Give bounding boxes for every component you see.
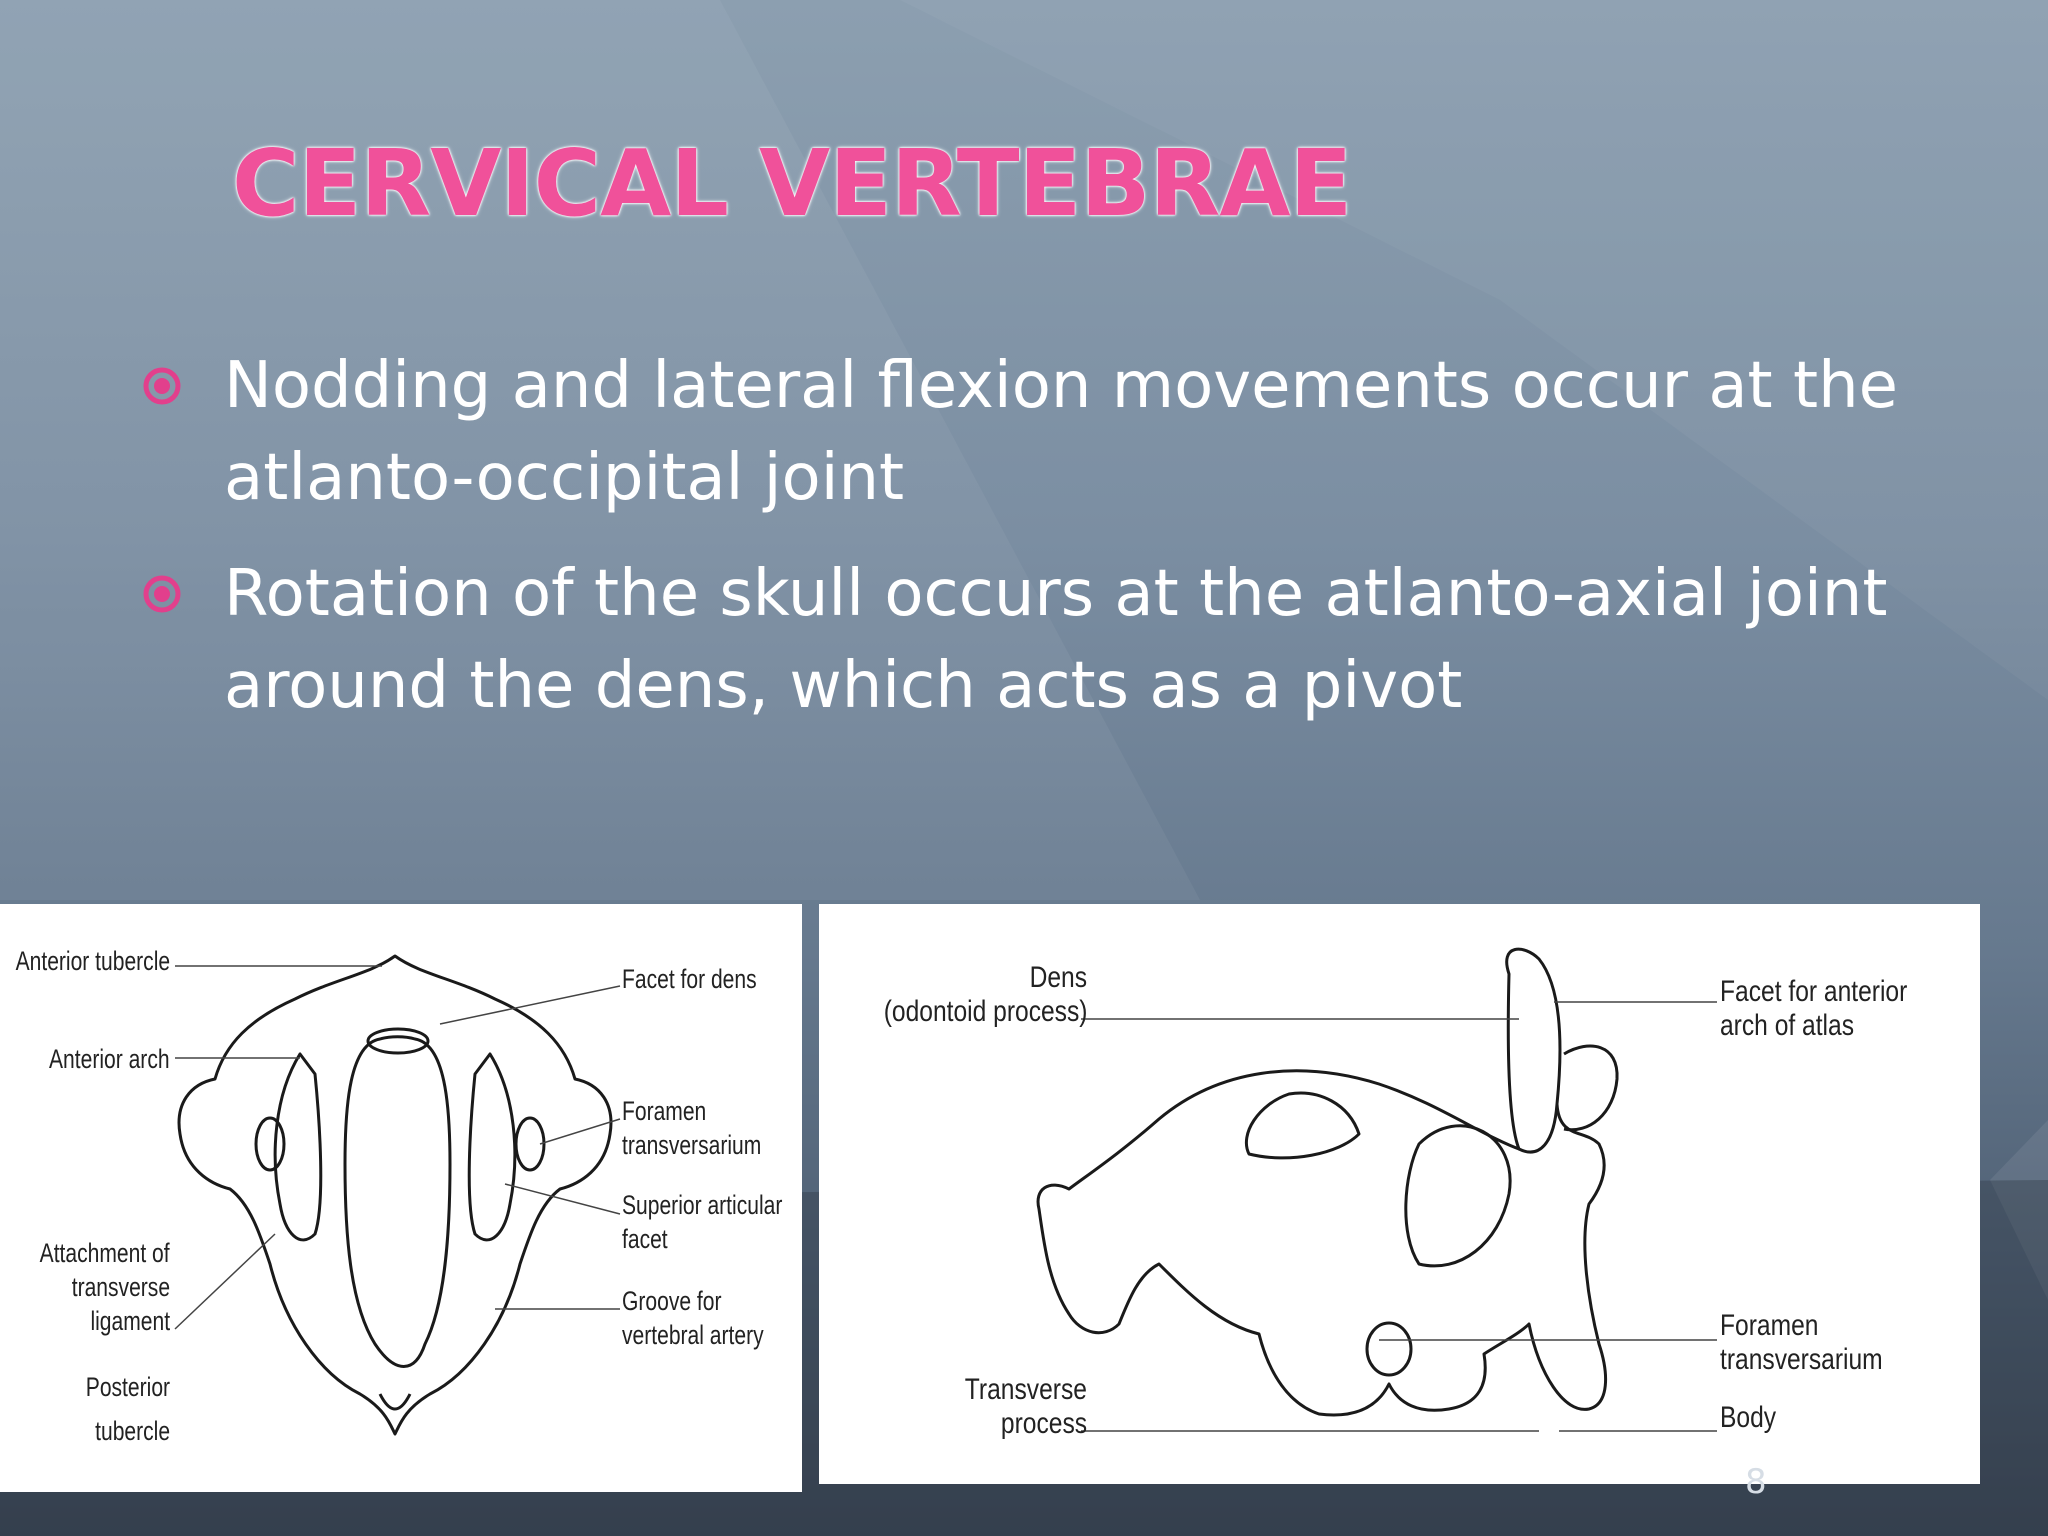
label-dens-line2: (odontoid process): [883, 995, 1087, 1028]
label-superior-line1: Superior articular: [622, 1190, 783, 1220]
bullet-item: [138, 548, 2018, 732]
label-attachment-line3: ligament: [90, 1306, 170, 1336]
label-facet-line1: Facet for anterior: [1720, 975, 1908, 1008]
label-foramen-line1: Foramen: [1720, 1309, 1819, 1342]
axis-diagram: [819, 904, 1980, 1484]
label-transverse-line2: process: [1000, 1407, 1087, 1440]
circled-dot-icon: [142, 574, 182, 614]
bullet-text: Nodding and lateral flexion movements occur at the atlanto-occipital joint: [224, 349, 1898, 515]
label-foramen-line1: Foramen: [622, 1096, 707, 1126]
label-groove-line1: Groove for: [622, 1286, 722, 1316]
bullet-list: [138, 340, 2018, 756]
label-transverse-line1: Transverse: [964, 1373, 1087, 1406]
bullet-text: Rotation of the skull occurs at the atlanto-axial joint around the dens, which acts as a pivot: [224, 557, 1888, 723]
label-foramen-line2: transversarium: [1720, 1343, 1883, 1376]
circled-dot-icon: [142, 366, 182, 406]
slide-title: CERVICAL VERTEBRAE: [232, 130, 1352, 237]
label-superior-line2: facet: [622, 1224, 668, 1254]
label-attachment-line2: transverse: [71, 1272, 170, 1302]
label-facet-for-dens: Facet for dens: [622, 964, 757, 994]
atlas-diagram: [0, 904, 802, 1492]
label-anterior-tubercle: Anterior tubercle: [15, 946, 170, 976]
label-attachment-line1: Attachment of: [40, 1238, 170, 1268]
bullet-item: [138, 340, 2018, 524]
label-posterior-line2: tubercle: [95, 1416, 170, 1446]
label-groove-line2: vertebral artery: [622, 1320, 764, 1350]
label-body: Body: [1720, 1401, 1777, 1434]
label-foramen-line2: transversarium: [622, 1130, 762, 1160]
page-number: 8: [1745, 1462, 1767, 1502]
label-dens-line1: Dens: [1029, 961, 1087, 994]
label-facet-line2: arch of atlas: [1720, 1009, 1855, 1042]
label-anterior-arch: Anterior arch: [49, 1044, 170, 1074]
label-posterior-line1: Posterior: [85, 1372, 170, 1402]
